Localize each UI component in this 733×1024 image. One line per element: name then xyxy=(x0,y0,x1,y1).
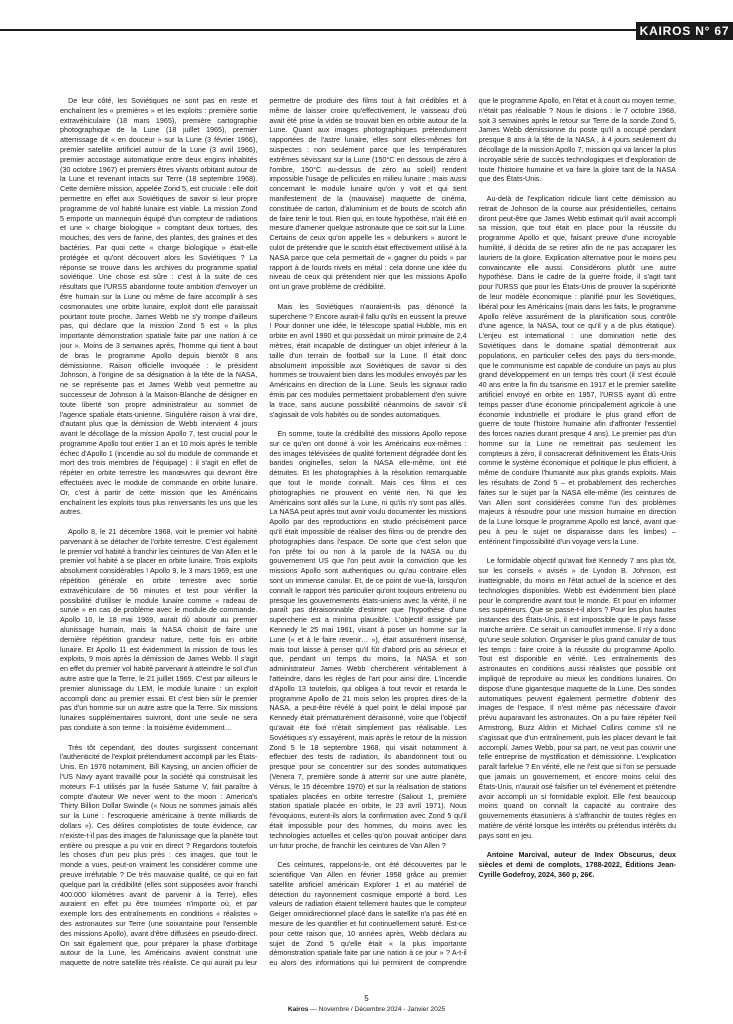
article-paragraph: De leur côté, les Soviétiques ne sont pas en reste et enchaînent les « premières » et les exploits : première sortie extravéhiculaire (18 mars 1965), première cartographie photographique de la Lune (18 juillet 1965), premier atterrissage dit « en douceur » sur la Lune (3 février 1966), premier satellite artificiel autour de la Lune (3 avril 1966), premier accostage automatique entre deux engins inhabités (30 octobre 1967) et premiers êtres vivants orbitant autour de la Lune et revenant intacts sur Terre (18 septembre 1968). Cette dernière mission, appelée Zond 5, est cruciale : elle doit permettre en effet aux Soviétiques de savoir si leur propre programme de vol habité lunaire est viable. La mission Zond 5 emporte un mannequin équipé d'un compteur de radiations et une « charge biologique » comptant deux tortues, des mouches, des vers de farine, des plantes, des graines et des bactéries. Par quoi cette « charge biologique » était-elle protégée et qu'ont découvert alors les Soviétiques ? La réponse se trouve dans les archives du programme spatial soviétique. Une chose est sûre : c'est à la suite de ces résultats que l'URSS abandonne toute ambition d'envoyer un être humain sur la Lune ou même de faire accomplir à ses cosmonautes une orbite lunaire, exploit dont elle paraissait pourtant toute proche. James Webb ne s'y trompe d'ailleurs pas, qui déclare que la mission Zond 5 est « la plus importante démonstration spatiale faite par une nation à ce jour ». Moins de 3 semaines après, l'homme qui tient à bout de bras le programme Apollo depuis bientôt 8 ans démissionne. Raison officielle invoquée : le président Johnson, à l'origine de sa désignation à la tête de la NASA, ne se représente pas et James Webb veut permettre au successeur de Johnson à la Maison-Blanche de désigner en toute liberté son propre administrateur au sommet de l'agence spatiale états-unienne. Singulière raison à vrai dire, d'autant plus que la démission de Webb intervient 4 jours avant le décollage de la mission Apollo 7, test crucial pour le programme Apollo tout entier 1 an et 10 mois après le terrible échec d'Apollo 1 (incendie au sol du module de commande et mort des trois membres de l'équipage) : il s'agit en effet de répéter en orbite terrestre les manœuvres qui devront être effectuées avec le module de commande en orbite lunaire. Or, c'est à partir de cette mission que les Américains enchaînent les exploits tous plus renversants les uns que les autres. xyxy=(60,96,258,517)
footer-journal: Kairos xyxy=(287,1006,309,1013)
article-paragraph: Au-delà de l'explication ridicule liant cette démission au retrait de Johnson de la course aux présidentielles, certains diront peut-être que James Webb estimait qu'il avait accompli sa mission, que tout était en place pour la réussite du programme Apollo et que, faisant preuve d'une incroyable humilité, il décida de se retirer afin de ne pas accaparer les lauriers de la gloire. Explication alternative pour le moins peu convaincante elle aussi. Considérons plutôt une autre hypothèse. Dans le cadre de la guerre froide, il s'agit tant pour l'URSS que pour les États-Unis de prouver la supériorité de leur modèle économique : planifié pour les Soviétiques, libéral pour les Américains (mais dans les faits, le programme Apollo relève assurément de la planification sous contrôle d'une agence, la NASA, tout ce qu'il y a de plus étatique). L'enjeu est international : une domination nette des Soviétiques dans le domaine spatial démontrerait aux populations, en particulier celles des pays du tiers-monde, que le communisme est capable de conduire un pays au plus grand développement en un temps très court (il s'est écoulé 40 ans entre la fin du tsarisme en 1917 et le premier satellite artificiel envoyé en orbite en 1957, l'URSS ayant dû entre temps passer d'une économie principalement agricole à une économie industrielle et produire le plus grand effort de guerre de toute l'histoire humaine afin d'affronter l'essentiel des forces nazies durant presque 4 ans). Le premier pas d'un homme sur la Lune ne remettrait pas seulement les compteurs à zéro, il consacrerait définitivement les États-Unis comme le système économique et politique le plus efficient, à même de conduire l'humanité aux plus grands exploits. Mais les résultats de Zond 5 – et probablement des recherches faites sur le sujet par la NASA elle-même (les ceintures de Van Allen sont considérées comme l'un des problèmes majeurs à résoudre pour une mission humaine en direction de la Lune lorsque le programme Apollo est lancé, avant que peu à peu le sujet ne disparaisse dans les limbes) – entérinent l'impossibilité d'un voyage vers la Lune. xyxy=(478,193,676,546)
article-paragraph: Mais les Soviétiques n'auraient-ils pas dénoncé la supercherie ? Encore aurait-il fallu qu'ils en eussent la preuve ! Pour donner une idée, le télescope spatial Hubble, mis en orbite en avril 1990 et qui possédait un miroir primaire de 2,4 mètres, était incapable de distinguer un objet inférieur à la taille d'un terrain de football sur la Lune. Il était donc absolument impossible aux Soviétiques de savoir si des hommes se trouvaient bien dans les modules envoyés par les Américains en direction de la Lune. Seuls les signaux radio émis par ces modules permettaient probablement d'en suivre la trace, sans aucune possibilité néanmoins de savoir s'il s'agissait de vols habités ou de sondes automatiques. xyxy=(269,301,467,419)
masthead-label: KAIROS N° 67 xyxy=(636,22,733,40)
article-paragraph: Apollo 8, le 21 décembre 1968, voit le premier vol habité parvenant à se détacher de l'orbite terrestre. C'est également le premier vol habité à franchir les ceintures de Van Allen et le premier vol habité à se placer en orbite lunaire. Trois exploits absolument considérables ! Apollo 9, le 3 mars 1969, est une répétition générale en orbite terrestre avec sortie extravéhiculaire de 56 minutes et test pour vérifier la possibilité d'utiliser le module lunaire comme « radeau de survie » en cas de problème avec le module de commande. Apollo 10, le 18 mai 1969, aurait dû aboutir au premier alunissage humain, mais la NASA choisit de faire une dernière répétition grandeur nature, cette fois en orbite lunaire. Et Apollo 11 est évidemment la mission de tous les exploits, 9 mois après la démission de James Webb. Il s'agit en effet du premier vol habité parvenant à atteindre le sol d'un autre astre que la Terre, le 21 juillet 1969. C'est par ailleurs le premier alunissage du LEM, le module lunaire : un exploit accompli donc au premier essai. Et c'est bien sûr le premier pas d'un homme sur un autre astre que la Terre. Six missions lunaires supplémentaires suivront, dont une seule ne sera pas conduite à son terme : la troisième évidemment… xyxy=(60,527,258,732)
author-signature: Antoine Marcival, auteur de Index Obscurus, deux siècles et demi de complots, 1788-2022, Éditions Jean-Cyrille Godefroy, 2024, 360 p, 26€. xyxy=(478,850,676,879)
article-paragraph: Le formidable objectif qu'avait fixé Kennedy 7 ans plus tôt, sur les conseils « avisés » de Lyndon B. Johnson, est inatteignable, du moins en l'état actuel de la science et des technologies disponibles. Webb est évidemment bien placé pour le comprendre avant tout le monde. Et pour en informer ses supérieurs. Que se passe-t-il alors ? Pour les plus hautes instances des États-Unis, il est impossible que le pays fasse marche arrière. Ce serait un camouflet immense. Il n'y a donc qu'une seule solution. Organiser le plus grand canular de tous les temps : faire croire à la réussite du programme Apollo. Tout est disponible en vérité. Les entraînements des astronautes en conditions aussi réalistes que possible ont impliqué de reproduire au mieux les conditions lunaires. On dispose d'une gigantesque maquette de la Lune. Des sondes automatiques peuvent également permettre d'obtenir des images de l'espace. Il n'est même pas nécessaire d'avoir prévu auparavant les astronautes. On a pu faire répéter Neil Armstrong, Buzz Aldrin et Michael Collins comme s'il ne s'agissait que d'un entraînement, puis les placer devant le fait accompli. James Webb, pour sa part, ne veut pas couvrir une telle entreprise de mystification et démissionne. L'explication paraît farfelue ? En vérité, elle ne l'est que si l'on se persuade que jamais un gouvernement, et encore moins celui des États-Unis, n'aurait osé falsifier un tel événement et prétendre avoir accompli un si formidable exploit. Elle l'est beaucoup moins quand on connaît la capacité au contraire des gouvernements étasuniens à s'affranchir de toutes règles en matière de vérité lorsque les intérêts ou prétendus intérêts du pays sont en jeu. xyxy=(478,556,676,840)
footer-issue-date: — Novembre / Décembre 2024 - Janvier 2025 xyxy=(308,1006,446,1013)
page-number: 5 xyxy=(364,994,369,1003)
article-paragraph: En somme, toute la crédibilité des missions Apollo repose sur ce qu'en ont donné à voir les Américains eux-mêmes : des images télévisées de qualité fortement dégradée dont les bandes originelles, selon la NASA elle-même, ont été détruites. Et les photographies à la résolution remarquable que tout le monde connaît. Mais ces films et ces photographies ne prouvent en vérité rien. Ni que les Américains sont allés sur la Lune, ni qu'ils n'y sont pas allés. La NASA peut après tout avoir voulu documenter les missions Apollo par des reproductions en studio précisément parce qu'il était impossible de réaliser des films ou de prendre des photographies dans l'espace. De sorte que c'est selon que l'on prête foi ou non à la parole de la NASA ou du gouvernement US que l'on peut avoir la conviction que les missions Apollo sont authentiques ou qu'au contraire elles sont un immense canular. Et, de ce point de vue-là, lorsqu'on connaît le rapport très particulier qu'ont toujours entretenu ou presque les gouvernements états-uniens avec la vérité, il ne paraît pas déraisonnable d'estimer que l'hypothèse d'une supercherie est a minima plausible. L'objectif assigné par Kennedy le 25 mai 1961, visant à poser un homme sur la Lune (« et à le faire revenir… »), était assurément insensé, mais tout laisse à penser qu'il fût d'abord pris au sérieux et que, pendant un temps du moins, la NASA et son administrateur James Webb cherchèrent véritablement à l'atteindre, dans les règles de l'art pour ainsi dire. L'incendie d'Apollo 13 toutefois, qui obligea à tout revoir et retarda le programme Apollo de 21 mois selon les propres dires de la NASA, a peut-être révélé à quel point le délai imposé par Kennedy était prématurément déraisonné, voire que l'objectif qu'avait été fixé n'était simplement pas réalisable. Les Soviétiques s'y essayèrent, mais après le retour de la mission Zond 5 le 18 septembre 1968, qui visait notamment à effectuer des tests de radiation, ils abandonnent tout ou presque pour se concentrer sur des sondes automatiques (Venera 7, première sonde à atterrir sur une autre planète, Vénus, le 15 décembre 1970) et sur la réalisation de stations spatiales placées en orbite terrestre (Saliout 1, première station spatiale placée en orbite, le 23 avril 1971). Nous l'évoquions, eurent-ils alors la confirmation avec Zond 5 qu'il était impossible pour des hommes, du moins avec les technologies actuelles et celles qu'on pouvait anticiper dans un futur proche, de franchir les ceintures de Van Allen ? xyxy=(269,429,467,850)
footer-line xyxy=(0,1006,733,1014)
article-paragraph: Très tôt cependant, des doutes surgissent concernant l'authenticité de l'exploit prétendument accompli par les États-Unis. En 1976 notamment, Bill Kaysing, un ancien officier de l'US Navy ayant travaillé pour la société qui construisait les moteurs F-1 utilisés par la fusée Saturne V, fait paraître à compte d'auteur We never went to the moon : America's Thirty Billion Dollar Swindle (« Nous ne sommes jamais allés sur la Lune : l'escroquerie américaine à trente milliards de dollars »). Ces délires complotistes de toute évidence, car n'existe-t-il pas des images de l'alunissage que la planète tout entière ou presque a pu voir en direct ? Regardons toutefois les choses d'un peu plus près : ces images, que tout le monde a vues, peut-on vraiment les considérer comme une preuve irréfutable ? De très mauvaise qualité, ce qui en fait quelque part la crédibilité (elles sont supposées avoir franchi 400.000 kilomètres avant de parvenir à la Terre), elles auraient en effet pu être tournées n'importe où, et par exemple lors des entraînements en conditions « réalistes » des astronautes sur Terre (une soixantaine pour l'ensemble des missions Apollo), avant d'être diffusées en pseudo-direct. On sait également que, pour préparer la phase d'orbitage autour de la Lune, les Américains avaient construit une maquette de notre satellite très réaliste. Ce qui aurait pu leur permettre de produire des films tout à fait crédibles et à même de laisser croire qu'effectivement, le vaisseau d'où avait été prise la vidéo se trouvait bien en orbite autour de la Lune. Quant aux images photographiques prétendument rapportées de l'astre lunaire, elles sont elles-mêmes fort suspectes : non seulement parce que les températures extrêmes sévissant sur la Lune (150°C en dessous de zéro à l'ombre, 150°C au-dessus de zéro au soleil) rendent impossible l'usage de pellicules en milieu lunaire ; mais aussi concernant le module lunaire qu'on y voit et qui tient manifestement de la (mauvaise) maquette de cinéma, constituée de carton, d'aluminium et de bouts de scotch afin de faire tenir le tout. Rien qui, en toute hypothèse, n'ait été en mesure d'amener quelque astronaute que ce soit sur la Lune. Certains de ceux qu'on appelle les « debunkers » auront le culot de prétendre que le scotch était effectivement utilisé à la NASA parce que cela permettait de « gagner du poids » par rapport à de lourds rivets en métal : cela donne une idée du niveau de ceux qui prétendent nier que les missions Apollo ont un grave problème de crédibilité. xyxy=(60,96,467,968)
article-body xyxy=(60,96,676,976)
article-paragraph: Ces ceintures, rappelons-le, ont été découvertes par le scientifique Van Allen en février 1958 grâce au premier satellite artificiel américain Explorer 1 et au matériel de détection du rayonnement cosmique emporté à bord. Les valeurs de radiation étaient tellement hautes que le compteur Geiger omnidirectionnel placé dans le satellite n'a pas été en mesure de les quantifier et fut continuellement saturé. Est-ce pour cette raison que, 10 années après, Webb déclara au sujet de Zond 5 qu'elle était « la plus importante démonstration spatiale faite par une nation à ce jour » ? A-t-il eu alors des informations qui lui permirent de comprendre que le programme Apollo, en l'état et à court ou moyen terme, n'était pas réalisable ? Nous le disions : le 7 octobre 1968, soit 3 semaines après le retour sur Terre de la sonde Zond 5, James Webb démissionne du poste qu'il a occupé pendant presque 8 ans à la tête de la NASA , à 4 jours seulement du décollage de la mission Apollo 7, mission qui va lancer la plus incroyable série de succès technologiques et d'exploration de toute l'histoire humaine et va faire la gloire tant de la NASA que des États-Unis. xyxy=(269,96,676,968)
header-rule xyxy=(0,29,636,31)
